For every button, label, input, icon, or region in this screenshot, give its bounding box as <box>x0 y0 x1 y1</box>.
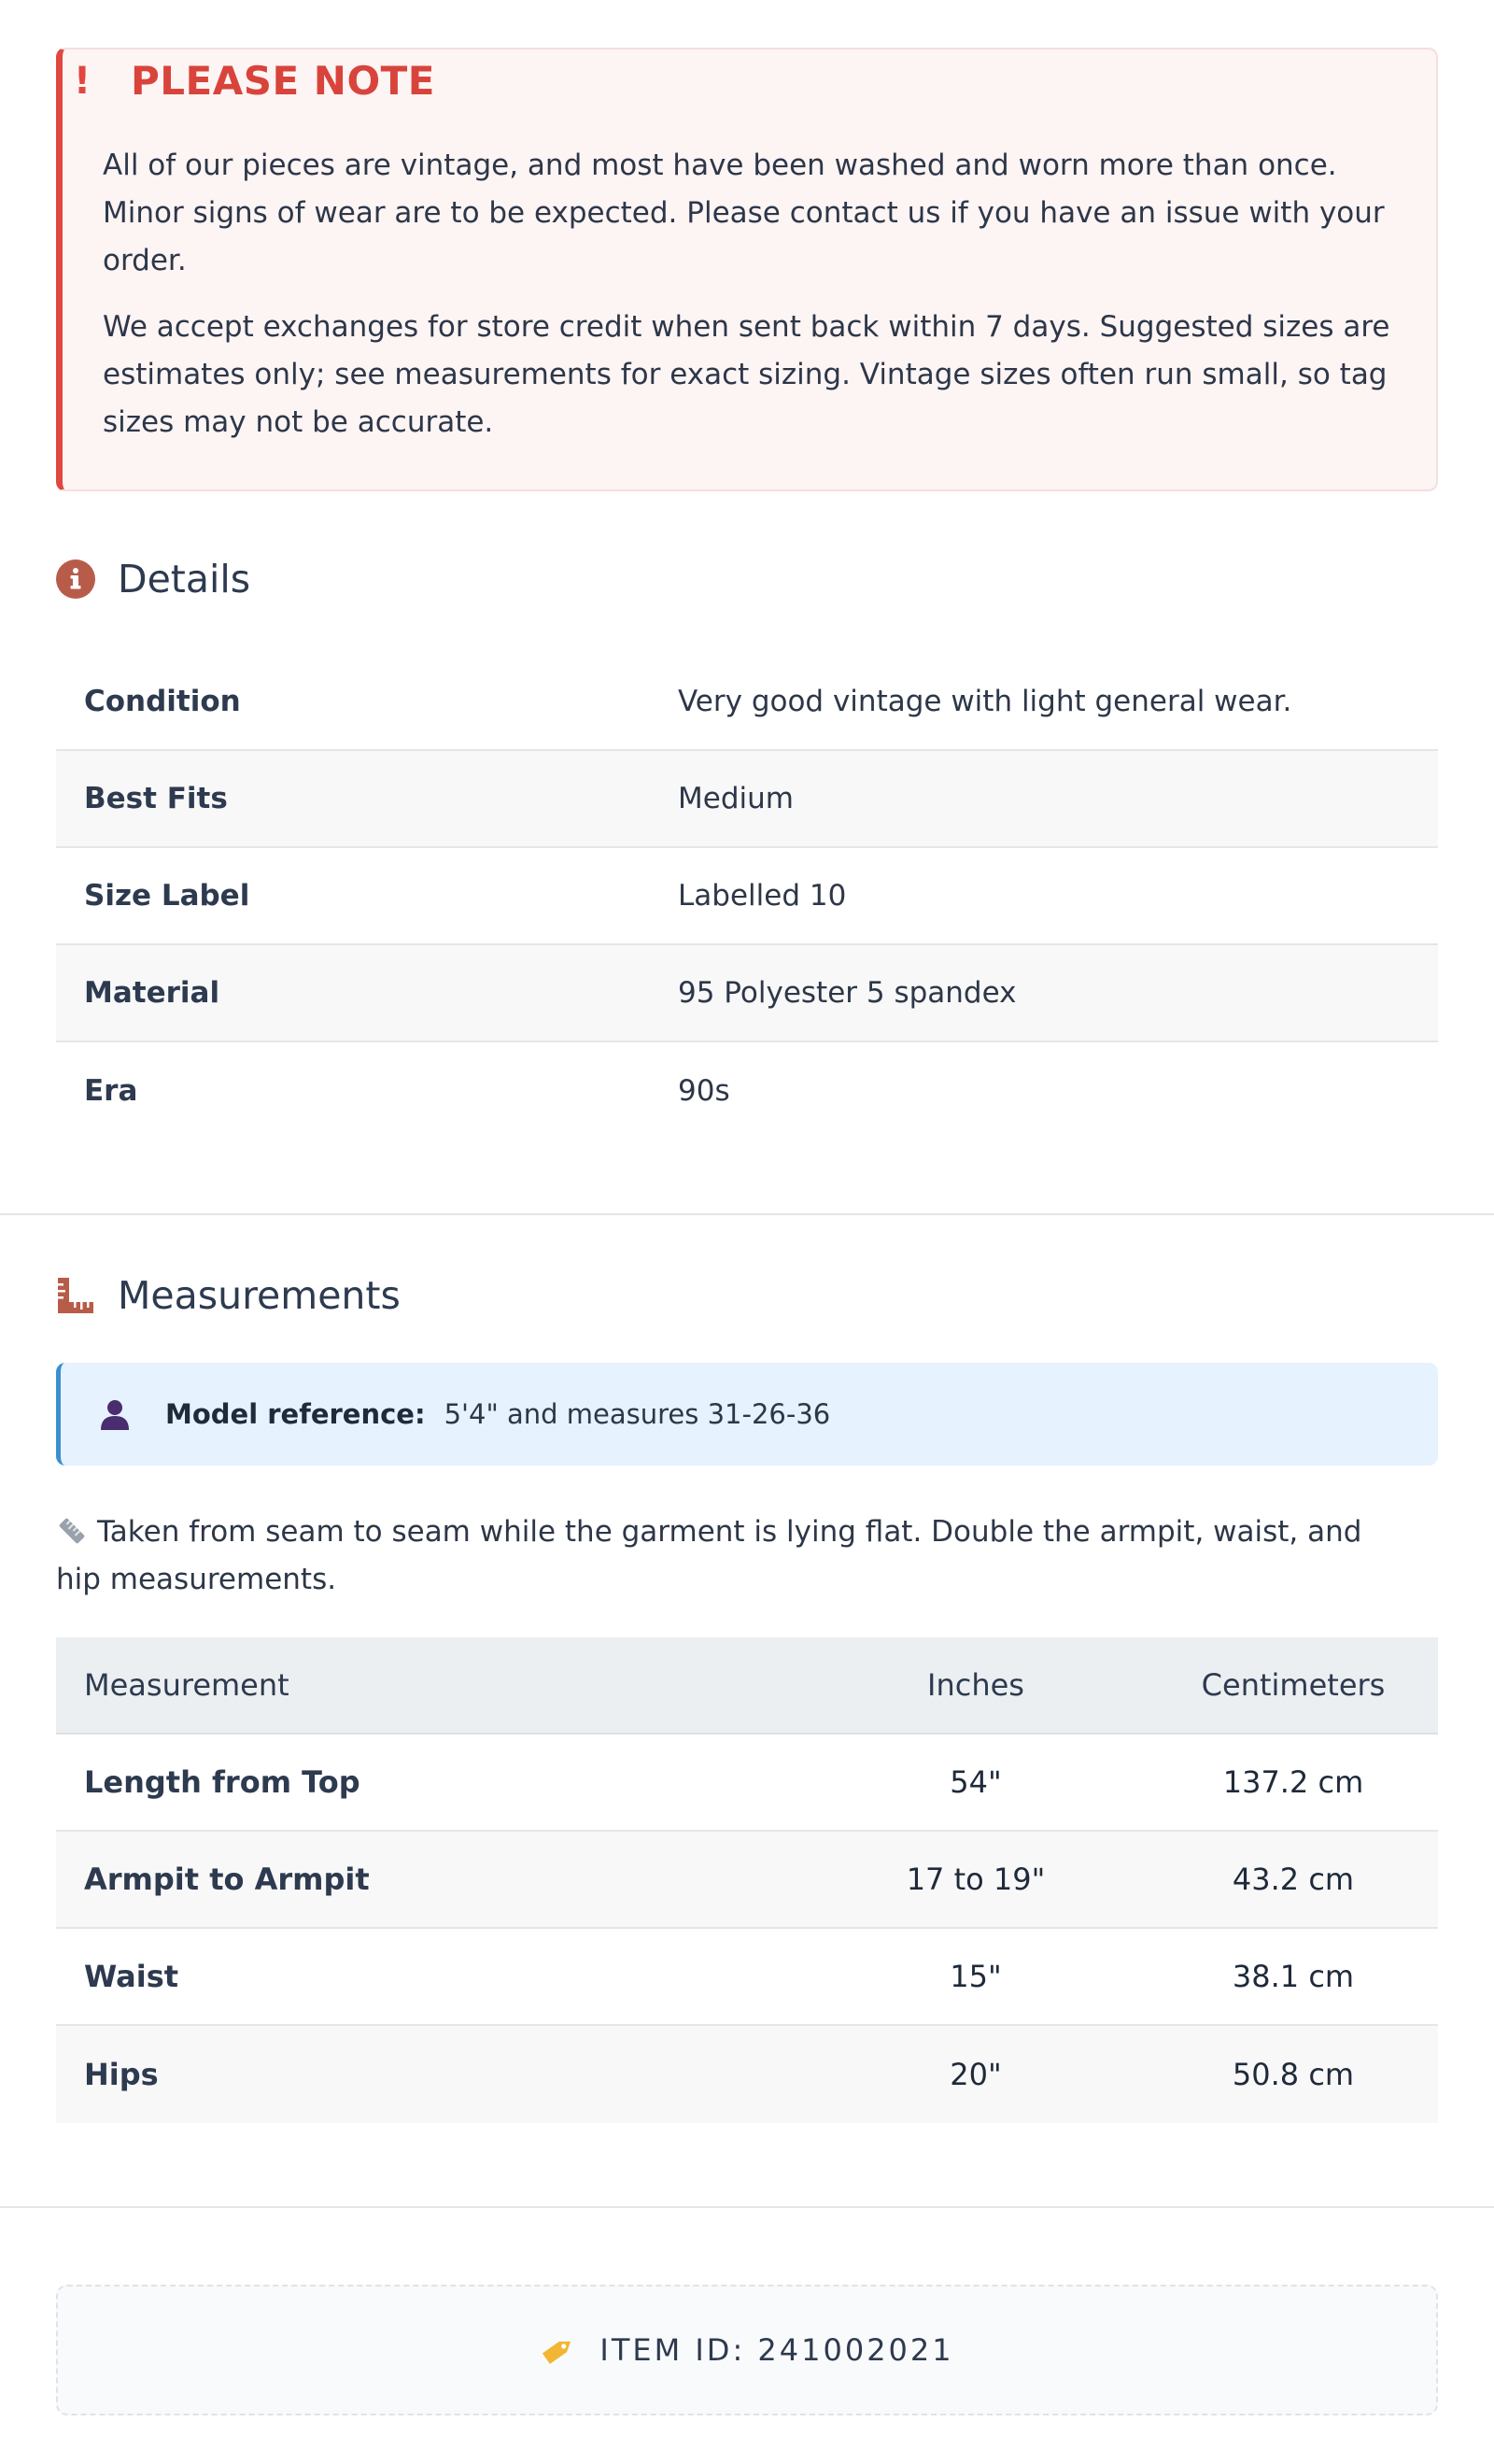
detail-label: Material <box>84 976 220 1010</box>
please-note-paragraph: All of our pieces are vintage, and most have been washed and worn more than once. Minor signs of wear are to be expected. Please contact us if you have an issue with your order. <box>103 149 1385 277</box>
details-title: Details <box>118 557 251 602</box>
table-row <box>56 1929 1438 2026</box>
section-divider <box>0 2206 1494 2208</box>
detail-value: Very good vintage with light general wear. <box>678 685 1292 718</box>
table-header-row <box>56 1637 1438 1735</box>
detail-value: Labelled 10 <box>678 879 847 913</box>
item-id-text: ITEM ID: 241002021 <box>599 2332 954 2368</box>
measurement-note <box>56 1508 1401 1604</box>
measurement-inches: 54" <box>950 1764 1002 1800</box>
table-row <box>56 1042 1438 1140</box>
table-row <box>56 848 1438 945</box>
table-row <box>56 654 1438 751</box>
person-icon <box>98 1397 132 1431</box>
measurement-name: Waist <box>84 1959 179 1994</box>
measurement-cm: 50.8 cm <box>1232 2057 1355 2092</box>
detail-value: 90s <box>678 1074 730 1108</box>
table-row <box>56 1735 1438 1832</box>
measurement-name: Armpit to Armpit <box>84 1862 370 1897</box>
please-note-title: PLEASE NOTE <box>131 58 435 104</box>
table-row <box>56 751 1438 848</box>
exclamation-icon: ! <box>73 59 92 103</box>
column-header: Measurement <box>84 1667 289 1703</box>
measurement-cm: 38.1 cm <box>1232 1959 1355 1994</box>
details-table <box>56 654 1438 1140</box>
measurement-inches: 20" <box>950 2057 1002 2092</box>
measurements-header <box>56 1273 401 1318</box>
measurement-inches: 15" <box>950 1959 1002 1994</box>
column-header: Inches <box>927 1667 1024 1703</box>
table-row <box>56 1832 1438 1929</box>
please-note-header <box>63 58 435 104</box>
please-note-paragraph: We accept exchanges for store credit when sent back within 7 days. Suggested sizes are estimates only; see measurements for exact sizing. Vintage sizes often run small, so tag sizes may not be accurate. <box>103 310 1390 439</box>
ruler-combined-icon <box>56 1276 95 1315</box>
detail-label: Size Label <box>84 879 250 913</box>
measurement-cm: 137.2 cm <box>1222 1764 1364 1800</box>
model-reference-text: 5'4" and measures 31-26-36 <box>444 1398 831 1430</box>
detail-label: Condition <box>84 685 241 718</box>
details-header <box>56 557 250 602</box>
section-divider <box>0 1213 1494 1215</box>
measurement-name: Length from Top <box>84 1764 360 1800</box>
tag-icon <box>540 2331 577 2369</box>
measurement-cm: 43.2 cm <box>1232 1862 1355 1897</box>
model-reference-box <box>56 1363 1438 1466</box>
item-id-box <box>56 2285 1438 2415</box>
measurement-inches: 17 to 19" <box>906 1862 1046 1897</box>
measurements-table <box>56 1637 1438 2123</box>
measurement-name: Hips <box>84 2057 159 2092</box>
ruler-icon <box>56 1514 88 1546</box>
table-row <box>56 945 1438 1042</box>
measurement-note-text: Taken from seam to seam while the garment is lying flat. Double the armpit, waist, and hip measurements. <box>56 1515 1362 1596</box>
detail-value: Medium <box>678 782 794 815</box>
column-header: Centimeters <box>1201 1667 1386 1703</box>
detail-value: 95 Polyester 5 spandex <box>678 976 1017 1010</box>
measurements-title: Measurements <box>118 1273 401 1318</box>
detail-label: Best Fits <box>84 782 228 815</box>
detail-label: Era <box>84 1074 138 1108</box>
table-row <box>56 2026 1438 2123</box>
info-circle-icon <box>56 559 95 599</box>
model-reference-label: Model reference: <box>165 1398 426 1430</box>
